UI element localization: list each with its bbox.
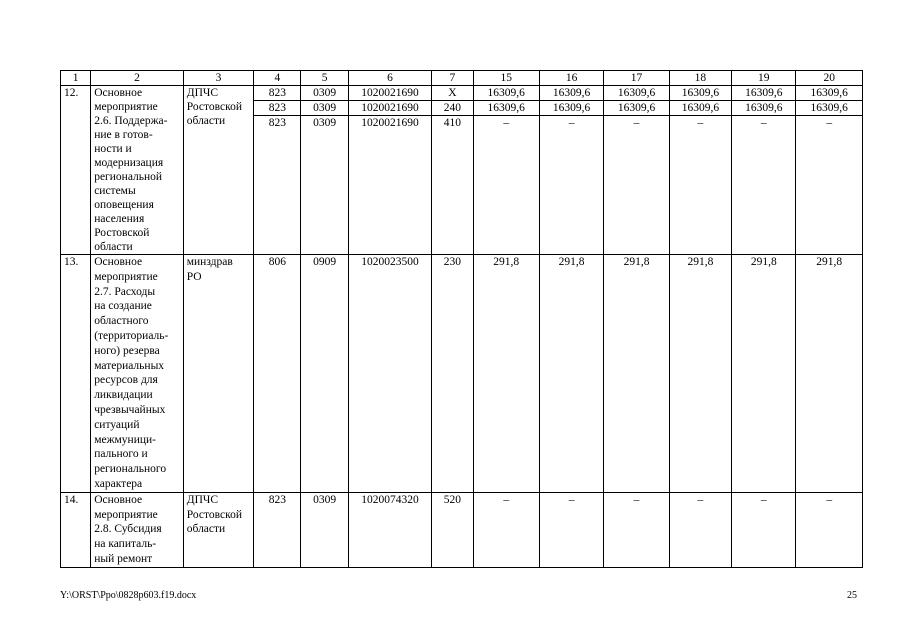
column-header: 20 (796, 71, 863, 86)
executor: минздрав РО (183, 255, 253, 493)
column-header: 1 (61, 71, 91, 86)
rzpr-code: 0909 (301, 255, 348, 493)
value-cell: 291,8 (539, 255, 603, 493)
table-row (61, 492, 863, 567)
column-header: 17 (604, 71, 669, 86)
executor: ДПЧС Ростовской области (183, 492, 253, 567)
value-cell: – (732, 116, 796, 255)
value-cell: 16309,6 (796, 101, 863, 116)
value-cell: – (604, 492, 669, 567)
vr-code: 410 (432, 116, 473, 255)
grbs-code: 823 (254, 86, 301, 101)
row-number: 14. (61, 492, 91, 567)
budget-table (60, 70, 863, 568)
grbs-code: 806 (254, 255, 301, 493)
value-cell: – (539, 116, 603, 255)
column-number-row (61, 71, 863, 86)
csr-code: 1020021690 (348, 116, 432, 255)
value-cell: 16309,6 (732, 86, 796, 101)
value-cell: 291,8 (796, 255, 863, 493)
column-header: 5 (301, 71, 348, 86)
column-header: 3 (183, 71, 253, 86)
grbs-code: 823 (254, 116, 301, 255)
value-cell: – (473, 492, 539, 567)
rzpr-code: 0309 (301, 116, 348, 255)
value-cell: – (473, 116, 539, 255)
rzpr-code: 0309 (301, 86, 348, 101)
vr-code: 520 (432, 492, 473, 567)
value-cell: – (669, 116, 731, 255)
value-cell: – (732, 492, 796, 567)
csr-code: 1020074320 (348, 492, 432, 567)
value-cell: 16309,6 (473, 86, 539, 101)
value-cell: 16309,6 (669, 86, 731, 101)
column-header: 7 (432, 71, 473, 86)
activity-name: Основное мероприятие 2.6. Поддержа- ние в готов- ности и модернизация региональной системы оповещения населения Ростовской области (91, 86, 184, 255)
value-cell: – (796, 492, 863, 567)
value-cell: 16309,6 (539, 101, 603, 116)
value-cell: 16309,6 (473, 101, 539, 116)
value-cell: – (604, 116, 669, 255)
value-cell: 16309,6 (604, 86, 669, 101)
value-cell: 291,8 (604, 255, 669, 493)
page-number: 25 (847, 590, 857, 601)
grbs-code: 823 (254, 492, 301, 567)
value-cell: 16309,6 (669, 101, 731, 116)
column-header: 2 (91, 71, 184, 86)
footer-file-path: Y:\ORST\Ppo\0828p603.f19.docx (60, 590, 197, 601)
value-cell: 291,8 (732, 255, 796, 493)
value-cell: – (539, 492, 603, 567)
column-header: 16 (539, 71, 603, 86)
executor: ДПЧС Ростовской области (183, 86, 253, 255)
csr-code: 1020021690 (348, 101, 432, 116)
activity-name: Основное мероприятие 2.8. Субсидия на капиталь- ный ремонт (91, 492, 184, 567)
table-row (61, 255, 863, 493)
column-header: 19 (732, 71, 796, 86)
value-cell: 16309,6 (604, 101, 669, 116)
vr-code: 240 (432, 101, 473, 116)
column-header: 15 (473, 71, 539, 86)
table-row (61, 86, 863, 101)
csr-code: 1020021690 (348, 86, 432, 101)
csr-code: 1020023500 (348, 255, 432, 493)
rzpr-code: 0309 (301, 101, 348, 116)
activity-name: Основное мероприятие 2.7. Расходы на создание областного (территориаль- ного) резерва материальных ресурсов для ликвидации чрезвычайных ситуаций межмуници- пального и регионального характера (91, 255, 184, 493)
value-cell: – (796, 116, 863, 255)
row-number: 13. (61, 255, 91, 493)
value-cell: 16309,6 (732, 101, 796, 116)
vr-code: Х (432, 86, 473, 101)
value-cell: 16309,6 (539, 86, 603, 101)
value-cell: 16309,6 (796, 86, 863, 101)
column-header: 18 (669, 71, 731, 86)
value-cell: – (669, 492, 731, 567)
value-cell: 291,8 (473, 255, 539, 493)
row-number: 12. (61, 86, 91, 255)
column-header: 4 (254, 71, 301, 86)
rzpr-code: 0309 (301, 492, 348, 567)
column-header: 6 (348, 71, 432, 86)
value-cell: 291,8 (669, 255, 731, 493)
grbs-code: 823 (254, 101, 301, 116)
vr-code: 230 (432, 255, 473, 493)
